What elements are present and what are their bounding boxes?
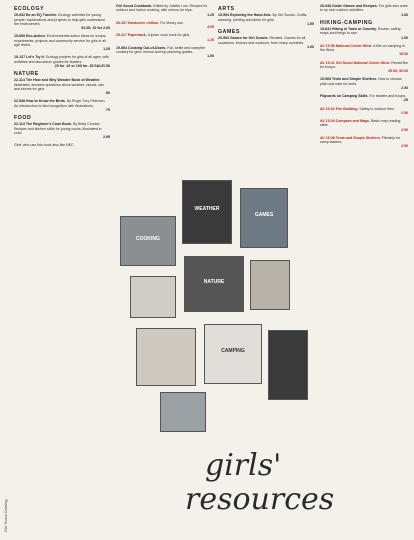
catalog-entry — [320, 94, 408, 103]
book-nature: NATURE — [184, 256, 244, 312]
catalog-entry — [116, 33, 214, 42]
entry-title: 20-107 Hardcover edition. — [116, 20, 160, 25]
entry-description: Safety in outdoor fires. — [359, 106, 395, 111]
entry-title: 19-563 Tents and Simple Shelters. — [320, 77, 378, 82]
catalog-entry — [218, 36, 314, 49]
product-photo — [100, 180, 316, 440]
entry-price: 1.50 — [207, 54, 214, 59]
entry-price: 1.00 — [401, 35, 408, 40]
column-1 — [14, 4, 110, 152]
section-heading-ecology: ECOLOGY — [14, 6, 45, 12]
entry-price: 4.95 — [207, 25, 214, 29]
entry-title: Flipcards on Camping Skills. — [320, 94, 369, 98]
book-cooking: COOKING — [120, 216, 176, 266]
book-card-set — [268, 330, 308, 400]
side-text: Girl Scout Catalog — [3, 499, 8, 532]
section-heading-arts: ARTS — [218, 6, 235, 12]
entry-description: Illustrated; answers questions about weather, clouds, rain and storms for girls. — [14, 82, 105, 91]
section-heading-hiking: HIKING-CAMPING — [320, 19, 373, 26]
catalog-entry — [320, 107, 408, 116]
book-birds — [160, 392, 206, 432]
entries-ecology — [14, 13, 110, 68]
entry-title: AV 15-41 Girl Scout National Center West. — [320, 60, 391, 65]
catalog-entry — [320, 119, 408, 132]
entry-description: By Girl Scouts. Crafts, weaving, printing and ideas for girls. — [218, 13, 308, 22]
catalog-entry — [116, 46, 214, 59]
entry-description: Revised. Games for all occasions, indoors and outdoors, from many countries. — [218, 36, 306, 45]
entry-price: 1.00 — [401, 12, 408, 17]
column-3 — [218, 4, 314, 53]
entry-title: 19-564 Cooking Out-of-Doors. — [116, 45, 167, 50]
column-2 — [116, 4, 214, 63]
entry-description: Ecology posters for girls of all ages; with activities and discussion guides for leaders. — [14, 55, 109, 64]
entry-price: 2.50 — [401, 127, 408, 132]
entry-title: AV 15-06 Tents and Simple Shelters. — [320, 135, 381, 140]
entries-hiking — [320, 27, 408, 149]
entry-description: By Betty Crocker. Recipes and kitchen skills for young cooks; illustrated in color. — [14, 122, 102, 135]
entry-price: .50 — [105, 91, 110, 95]
entry-title: 19-594 Exploring the Hand Arts. — [218, 13, 272, 18]
entry-description: Environmental action ideas for troops; experiments, projects and community service for girls in all age levels. — [14, 34, 107, 47]
entry-price: 2.50 — [401, 110, 408, 115]
entry-price: .25 — [403, 98, 408, 103]
entry-title: 19-932 Be an EQ Traveler. — [14, 13, 58, 18]
entry-price: .75 — [105, 107, 110, 112]
catalog-entry — [14, 122, 110, 139]
entry-title: 19-641 Hiking in Town or Country. — [320, 27, 377, 31]
entry-price: $1.00; 10 for 2.00 — [81, 26, 110, 30]
section-heading-food: FOOD — [14, 115, 32, 121]
entry-price: 1.55 — [307, 21, 314, 26]
book-eco — [130, 276, 176, 318]
entry-price: 2.00 — [401, 85, 408, 90]
entry-description: A junior cook book for girls. — [147, 33, 191, 38]
entry-title: AV 15-04 Compass and Maps. — [320, 119, 371, 123]
entry-title: 22-114 The Beginner's Cook Book. — [14, 122, 73, 127]
entry-price: 2.95 — [103, 135, 110, 139]
entry-title: 19-137 Let's Try It. — [14, 55, 45, 60]
entry-title: AV 15-02 Fire Building. — [320, 106, 359, 111]
entries-arts — [218, 13, 314, 26]
catalog-entry — [320, 136, 408, 149]
catalog-entry — [14, 99, 110, 112]
book-flipcards — [250, 260, 290, 310]
entry-description: How to choose, pitch and care for tents. — [320, 77, 403, 86]
entry-title: 19-600 Eco-Action. — [14, 34, 46, 39]
catalog-entry — [14, 34, 110, 51]
catalog-entry — [116, 21, 214, 30]
entry-description: For girls who want to try new outdoor activities. — [320, 4, 408, 13]
entry-description: A film on camping in the West. — [320, 43, 405, 52]
entry-description: Rental film for troops. — [320, 60, 408, 69]
entry-title: 22-546 How to Know the Birds. — [14, 99, 66, 104]
book-cookbook — [136, 328, 196, 386]
entry-description: Foil, kettle and campfire cookery for girls; menus and trip planning guides. — [116, 45, 205, 54]
entry-title: 22-114 The How and Why Wonder Book of Weather. — [14, 78, 101, 83]
entry-title: 20-117 Paperback. — [116, 33, 147, 38]
entry-description: For leaders and troops. — [369, 94, 407, 98]
catalog-entry — [218, 13, 314, 26]
entry-title: AV 15-56 National Center West. — [320, 43, 373, 48]
entry-price: 2.50 — [401, 144, 408, 149]
book-games: GAMES — [240, 188, 288, 248]
catalog-entry — [320, 27, 408, 40]
catalog-entry — [320, 44, 408, 57]
entry-price: 1.25 — [207, 12, 214, 17]
entry-description: Edited by Juliette Low. Recipes for outdoor and indoor cooking, with menus for trips. — [116, 4, 208, 13]
catalog-entry — [14, 13, 110, 30]
entry-description: Filmstrip for camp leaders. — [320, 135, 401, 144]
catalog-entry — [116, 4, 214, 17]
column-footer: Girls' who use this book also like NEC. — [14, 143, 75, 148]
entries-guide-games — [320, 4, 408, 17]
book-camping: CAMPING — [204, 324, 262, 384]
entry-price: 25.00; 50.00 — [388, 69, 408, 73]
entries-cookbooks — [116, 4, 214, 59]
entry-title: 20-548 Guide Games and Recipes. — [320, 4, 378, 8]
entry-description: By Roger Tory Peterson. An introduction to bird recognition with illustrations. — [14, 99, 106, 108]
section-heading-games: GAMES — [218, 29, 241, 35]
entry-price: 15.00 — [399, 52, 408, 57]
column-4 — [320, 4, 408, 153]
catalog-entry — [320, 4, 408, 17]
entries-food — [14, 122, 110, 139]
book-weather: WEATHER — [182, 180, 232, 244]
catalog-entry — [14, 55, 110, 68]
catalog-entry — [14, 78, 110, 95]
entry-title: Girl Scout Cookbook. — [116, 4, 153, 8]
entry-description: Ecology activities for young people; explanations and projects to help girls understand the environment. — [14, 13, 105, 26]
entry-price: 1.00 — [307, 44, 314, 49]
entry-description: For library use. — [160, 20, 184, 25]
entry-price: 1.25 — [207, 37, 214, 42]
girls-resources-logo: girls' resources — [185, 448, 335, 517]
entries-games — [218, 36, 314, 49]
entry-price: 1.25 — [103, 47, 110, 51]
section-heading-nature: NATURE — [14, 71, 39, 77]
side-caption — [1, 300, 11, 535]
catalog-entry — [320, 77, 408, 90]
entry-price: 25 for .10 or 100 for .35 SALE!.50 — [54, 63, 110, 68]
entry-description: Basic map reading skills. — [320, 119, 401, 128]
entries-nature — [14, 78, 110, 112]
catalog-entry — [320, 61, 408, 74]
entry-description: Routes, safety, maps and things to see. — [320, 27, 402, 36]
entry-title: 20-500 Games for Girl Scouts. — [218, 36, 269, 41]
